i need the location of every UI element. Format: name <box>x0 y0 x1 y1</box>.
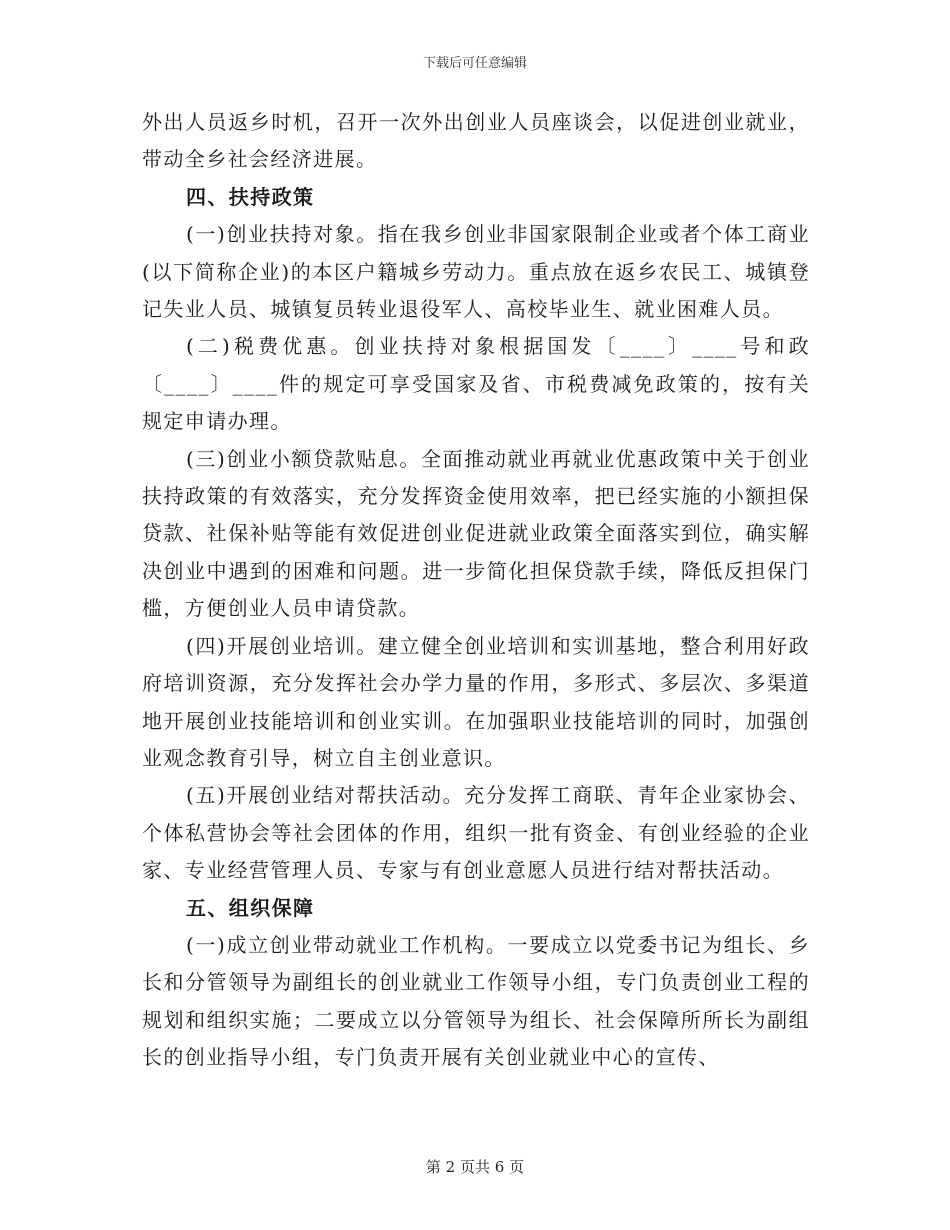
page-footer: 第 2 页共 6 页 <box>425 1158 525 1176</box>
section-heading-5: 五、组织保障 <box>186 895 315 920</box>
paragraph-mentoring: (五)开展创业结对帮扶活动。充分发挥工商联、青年企业家协会、个体私营协会等社会团体的作用，组织一批有资金、有创业经验的企业家、专业经营管理人员、专家与有创业意愿人员进行结对帮扶活动。 <box>142 783 810 883</box>
paragraph-loan-subsidy: (三)创业小额贷款贴息。全面推动就业再就业优惠政策中关于创业扶持政策的有效落实，充分发挥资金使用效率，把已经实施的小额担保贷款、社保补贴等能有效促进创业促进就业政策全面落实到位，确实解决创业中遇到的困难和问题。进一步简化担保贷款手续，降低反担保门槛，方便创业人员申请贷款。 <box>142 446 810 621</box>
paragraph-training: (四)开展创业培训。建立健全创业培训和实训基地，整合利用好政府培训资源，充分发挥社会办学力量的作用，多形式、多层次、多渠道地开展创业技能培训和创业实训。在加强职业技能培训的同时，加强创业观念教育引导，树立自主创业意识。 <box>142 633 810 770</box>
paragraph-tax-benefits: (二)税费优惠。创业扶持对象根据国发〔____〕____号和政〔____〕____件的规定可享受国家及省、市税费减免政策的，按有关规定申请办理。 <box>142 334 810 434</box>
section-heading-4: 四、扶持政策 <box>186 184 315 209</box>
paragraph-support-targets: (一)创业扶持对象。指在我乡创业非国家限制企业或者个体工商业(以下简称企业)的本区户籍城乡劳动力。重点放在返乡农民工、城镇登记失业人员、城镇复员转业退役军人、高校毕业生、就业困难人员。 <box>142 222 810 322</box>
paragraph-organization: (一)成立创业带动就业工作机构。一要成立以党委书记为组长、乡长和分管领导为副组长的创业就业工作领导小组，专门负责创业工程的规划和组织实施；二要成立以分管领导为组长、社会保障所所长为副组长的创业指导小组，专门负责开展有关创业就业中心的宣传、 <box>142 932 810 1070</box>
document-body <box>142 104 810 1077</box>
page-header: 下载后可任意编辑 <box>422 56 527 71</box>
paragraph-continuation: 外出人员返乡时机，召开一次外出创业人员座谈会，以促进创业就业，带动全乡社会经济进展。 <box>142 110 810 172</box>
